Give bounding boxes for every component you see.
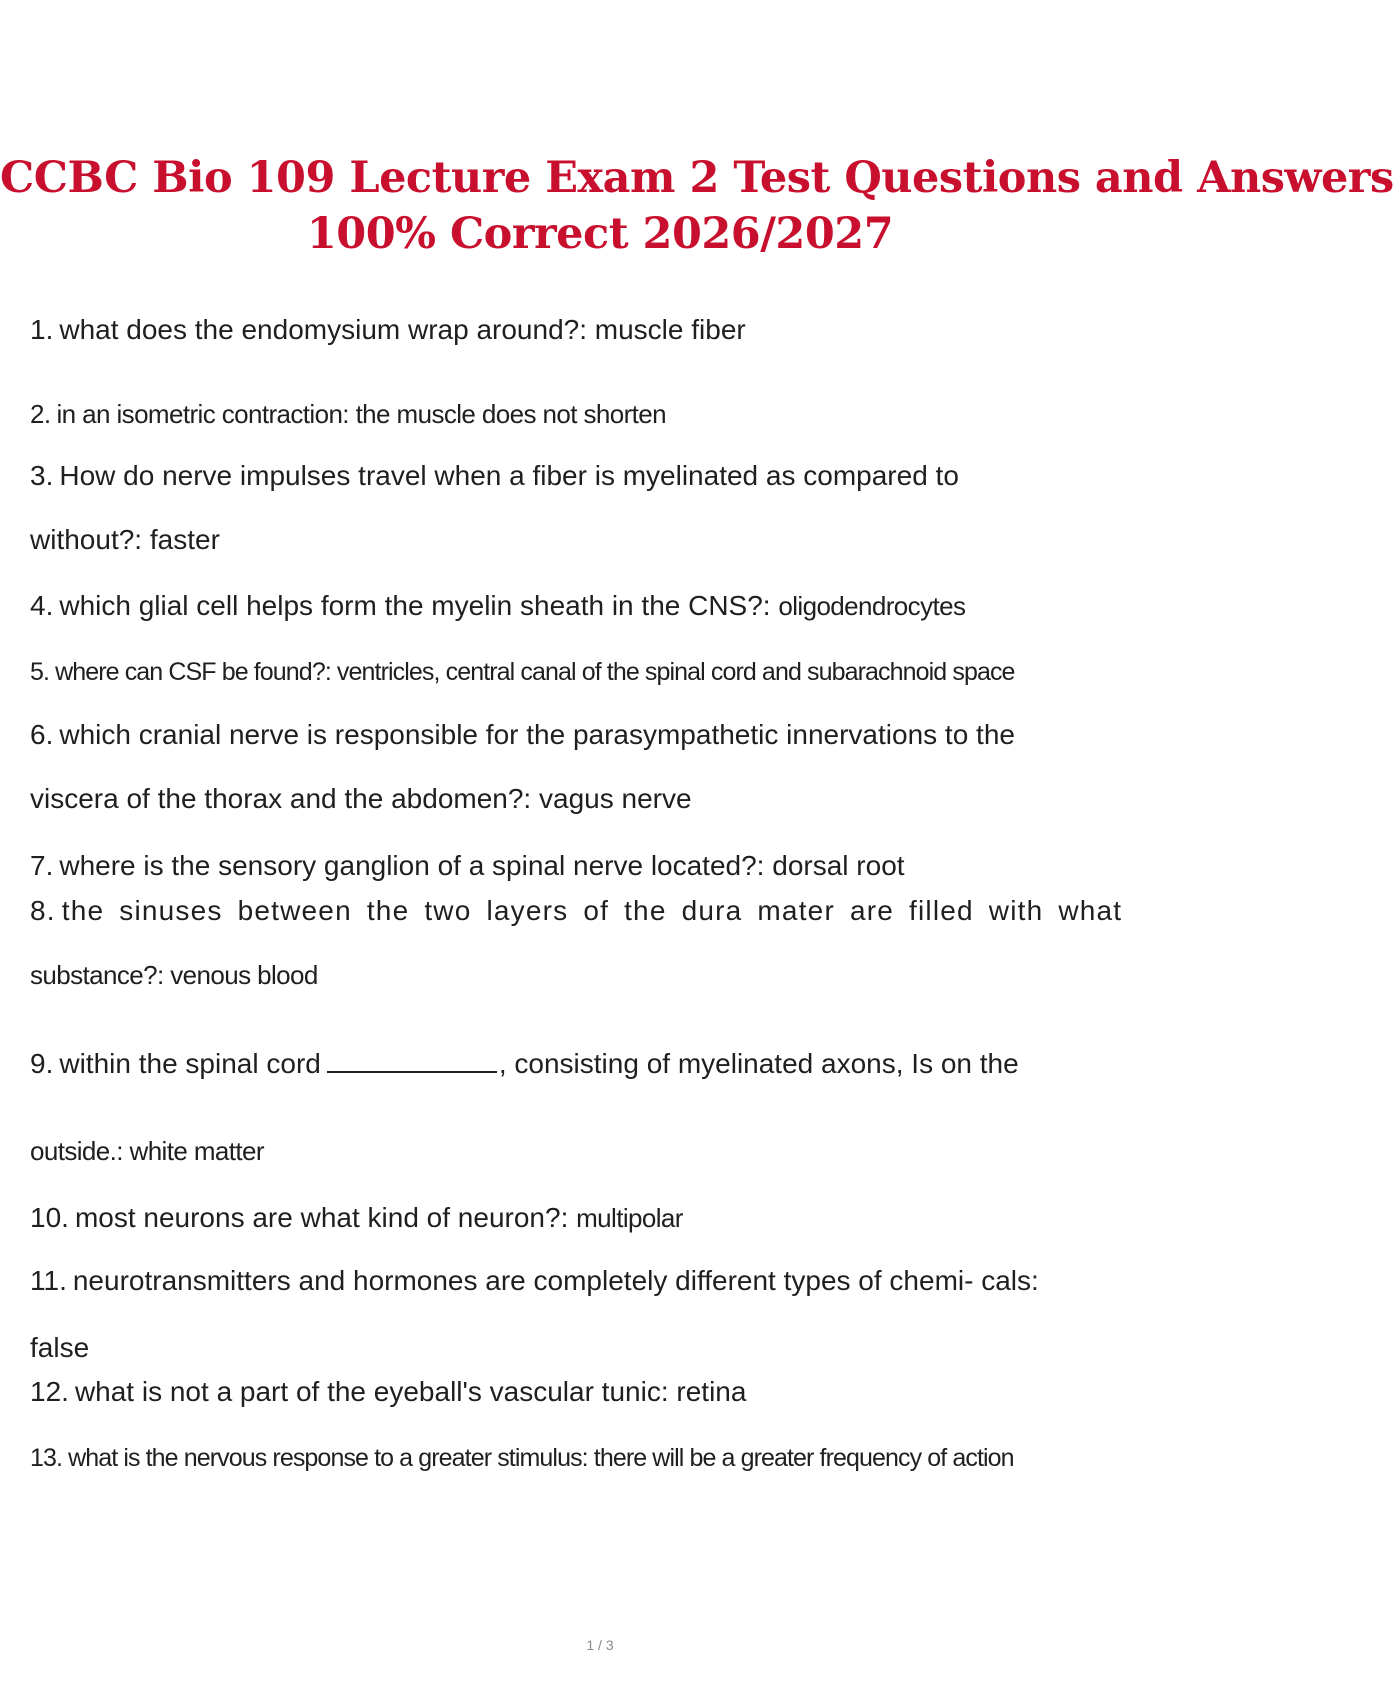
question-7 xyxy=(30,848,1170,884)
question-text: most neurons are what kind of neuron?: xyxy=(74,1202,569,1233)
question-text-line-2: without?: xyxy=(30,524,143,555)
question-text-line-1: the sinuses between the two layers of the dura mater are filled with what xyxy=(61,895,1123,926)
question-3 xyxy=(30,458,1170,494)
answer-text: vagus nerve xyxy=(539,783,692,814)
question-9-continued xyxy=(30,1133,1170,1169)
question-number: 8. xyxy=(30,895,56,926)
question-text-line-2: outside.: xyxy=(30,1136,123,1166)
answer-text: faster xyxy=(149,524,220,555)
question-text: what is not a part of the eyeball's vascular tunic: xyxy=(74,1376,669,1407)
question-11-continued xyxy=(30,1330,1170,1366)
question-text: neurotransmitters and hormones are completely different types of chemi- cals: xyxy=(72,1265,1039,1296)
question-number: 10. xyxy=(30,1202,69,1233)
question-8-continued xyxy=(30,957,1170,993)
question-8 xyxy=(30,893,1170,929)
question-12 xyxy=(30,1374,1170,1410)
question-number: 11. xyxy=(30,1265,67,1296)
question-text: where can CSF be found?: xyxy=(55,658,331,686)
answer-text: the muscle does not shorten xyxy=(355,399,667,429)
title-line-1: CCBC Bio 109 Lecture Exam 2 Test Questions and Answers xyxy=(0,153,1394,203)
question-number: 7. xyxy=(30,850,54,881)
question-number: 6. xyxy=(30,719,54,750)
question-11 xyxy=(30,1263,1170,1299)
answer-text: oligodendrocytes xyxy=(778,591,966,621)
fill-in-blank xyxy=(327,1045,497,1073)
question-text-line-2: viscera of the thorax and the abdomen?: xyxy=(30,783,532,814)
question-6 xyxy=(30,717,1170,753)
question-number: 12. xyxy=(30,1376,69,1407)
question-text-line-1: How do nerve impulses travel when a fiber is myelinated as compared to xyxy=(59,460,959,491)
question-text-after-blank: , consisting of myelinated axons, Is on the xyxy=(498,1048,1019,1079)
answer-text: ventricles, central canal of the spinal cord and subarachnoid space xyxy=(336,658,1015,686)
question-text: where is the sensory ganglion of a spinal nerve located?: xyxy=(59,850,765,881)
question-text-line-2: substance?: xyxy=(30,960,164,990)
document-title xyxy=(0,150,1394,262)
question-text: what is the nervous response to a greater stimulus: xyxy=(68,1444,588,1472)
question-number: 2. xyxy=(30,399,51,429)
answer-text: venous blood xyxy=(170,960,318,990)
question-text-before-blank: within the spinal cord xyxy=(59,1048,321,1079)
answer-text: dorsal root xyxy=(772,850,905,881)
question-4 xyxy=(30,588,1170,624)
question-text: in an isometric contraction: xyxy=(56,399,349,429)
question-5 xyxy=(30,654,1170,690)
answer-text: muscle fiber xyxy=(594,314,746,345)
question-text-line-1: which cranial nerve is responsible for the parasympathetic innervations to the xyxy=(59,719,1015,750)
question-10 xyxy=(30,1200,1170,1236)
answer-text: retina xyxy=(676,1376,747,1407)
title-line-2: 100% Correct 2026/2027 xyxy=(306,209,894,259)
question-6-continued xyxy=(30,781,1170,817)
answer-text: there will be a greater frequency of action xyxy=(593,1444,1014,1472)
question-number: 4. xyxy=(30,590,54,621)
question-13 xyxy=(30,1440,1170,1476)
question-number: 9. xyxy=(30,1048,54,1079)
question-number: 1. xyxy=(30,314,54,345)
question-number: 13. xyxy=(30,1444,63,1472)
page-indicator: 1 / 3 xyxy=(586,1637,614,1653)
question-9 xyxy=(30,1045,1170,1082)
question-2 xyxy=(30,396,1170,432)
answer-text: false xyxy=(30,1332,90,1363)
question-text: which glial cell helps form the myelin sheath in the CNS?: xyxy=(59,590,771,621)
question-number: 5. xyxy=(30,658,50,686)
question-number: 3. xyxy=(30,460,54,491)
question-text: what does the endomysium wrap around?: xyxy=(59,314,587,345)
question-3-continued xyxy=(30,522,1170,558)
answer-text: white matter xyxy=(129,1136,264,1166)
question-1 xyxy=(30,312,1170,348)
answer-text: multipolar xyxy=(576,1203,683,1233)
